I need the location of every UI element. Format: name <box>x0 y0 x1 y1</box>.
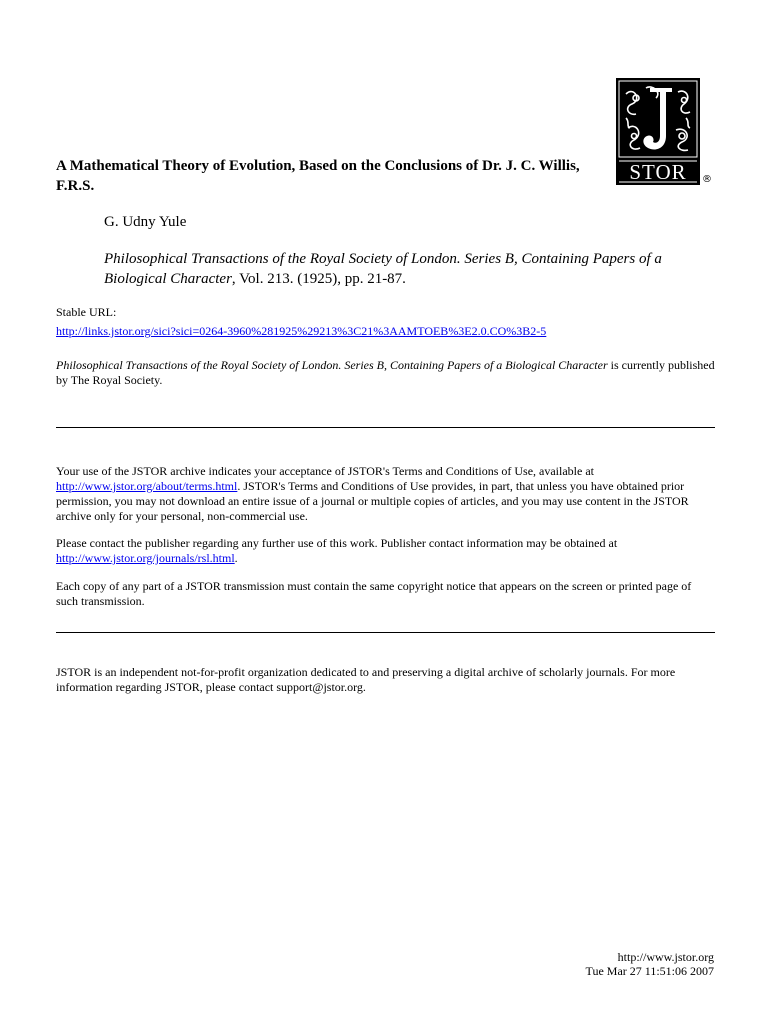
publisher-note-journal: Philosophical Transactions of the Royal Society of London. Series B, Containing Papers of a Biological Character <box>56 358 608 372</box>
citation-details: , Vol. 213. (1925), pp. 21-87. <box>231 271 406 287</box>
footer-timestamp: Tue Mar 27 11:51:06 2007 <box>585 964 714 978</box>
publisher-contact-link[interactable]: http://www.jstor.org/journals/rsl.html <box>56 551 235 565</box>
page-footer <box>500 950 714 978</box>
stable-url-link[interactable]: http://links.jstor.org/sici?sici=0264-3960%281925%29213%3C21%3AAMTOEB%3E2.0.CO%3B2-5 <box>56 324 547 338</box>
contact-text-after: . <box>234 551 238 565</box>
article-title <box>56 156 596 196</box>
jstor-about-paragraph: JSTOR is an independent not-for-profit organization dedicated to and preserving a digital archive of scholarly journals. For more information regarding JSTOR, please contact support@jstor.org. <box>56 665 676 694</box>
terms-paragraph <box>56 464 716 524</box>
contact-paragraph <box>56 536 716 566</box>
jstor-logo <box>616 78 700 185</box>
terms-link[interactable]: http://www.jstor.org/about/terms.html <box>56 479 238 493</box>
article-title-line-2: F.R.S. <box>56 178 95 194</box>
publisher-note <box>56 358 716 388</box>
article-author: G. Udny Yule <box>104 214 187 230</box>
footer-site: http://www.jstor.org <box>617 950 714 964</box>
divider <box>56 427 715 428</box>
stable-url-container <box>56 324 546 339</box>
stable-url-label: Stable URL: <box>56 305 117 319</box>
article-title-line-1: A Mathematical Theory of Evolution, Based on the Conclusions of Dr. J. C. Willis, <box>56 158 580 174</box>
citation-journal: Philosophical Transactions of the Royal Society of London. Series B, Containing Papers of a Biological Character <box>104 251 662 287</box>
terms-text-after: . JSTOR's Terms and Conditions of Use provides, in part, that unless you have obtained prior permission, you may not download an entire issue of a journal or multiple copies of articles, and you may use content in the JSTOR archive only for your personal, non-commercial use. <box>56 479 689 523</box>
article-citation <box>104 249 704 289</box>
registered-mark: ® <box>702 174 712 185</box>
terms-text-before: Your use of the JSTOR archive indicates your acceptance of JSTOR's Terms and Conditions of Use, available at <box>56 464 594 478</box>
contact-text-before: Please contact the publisher regarding any further use of this work. Publisher contact information may be obtained at <box>56 536 618 550</box>
publisher-note-text: is currently published by The Royal Society. <box>56 358 715 387</box>
copyright-notice: Each copy of any part of a JSTOR transmission must contain the same copyright notice that appears on the screen or printed page of such transmission. <box>56 579 692 608</box>
divider <box>56 632 715 633</box>
jstor-logo-text: STOR <box>629 160 687 184</box>
